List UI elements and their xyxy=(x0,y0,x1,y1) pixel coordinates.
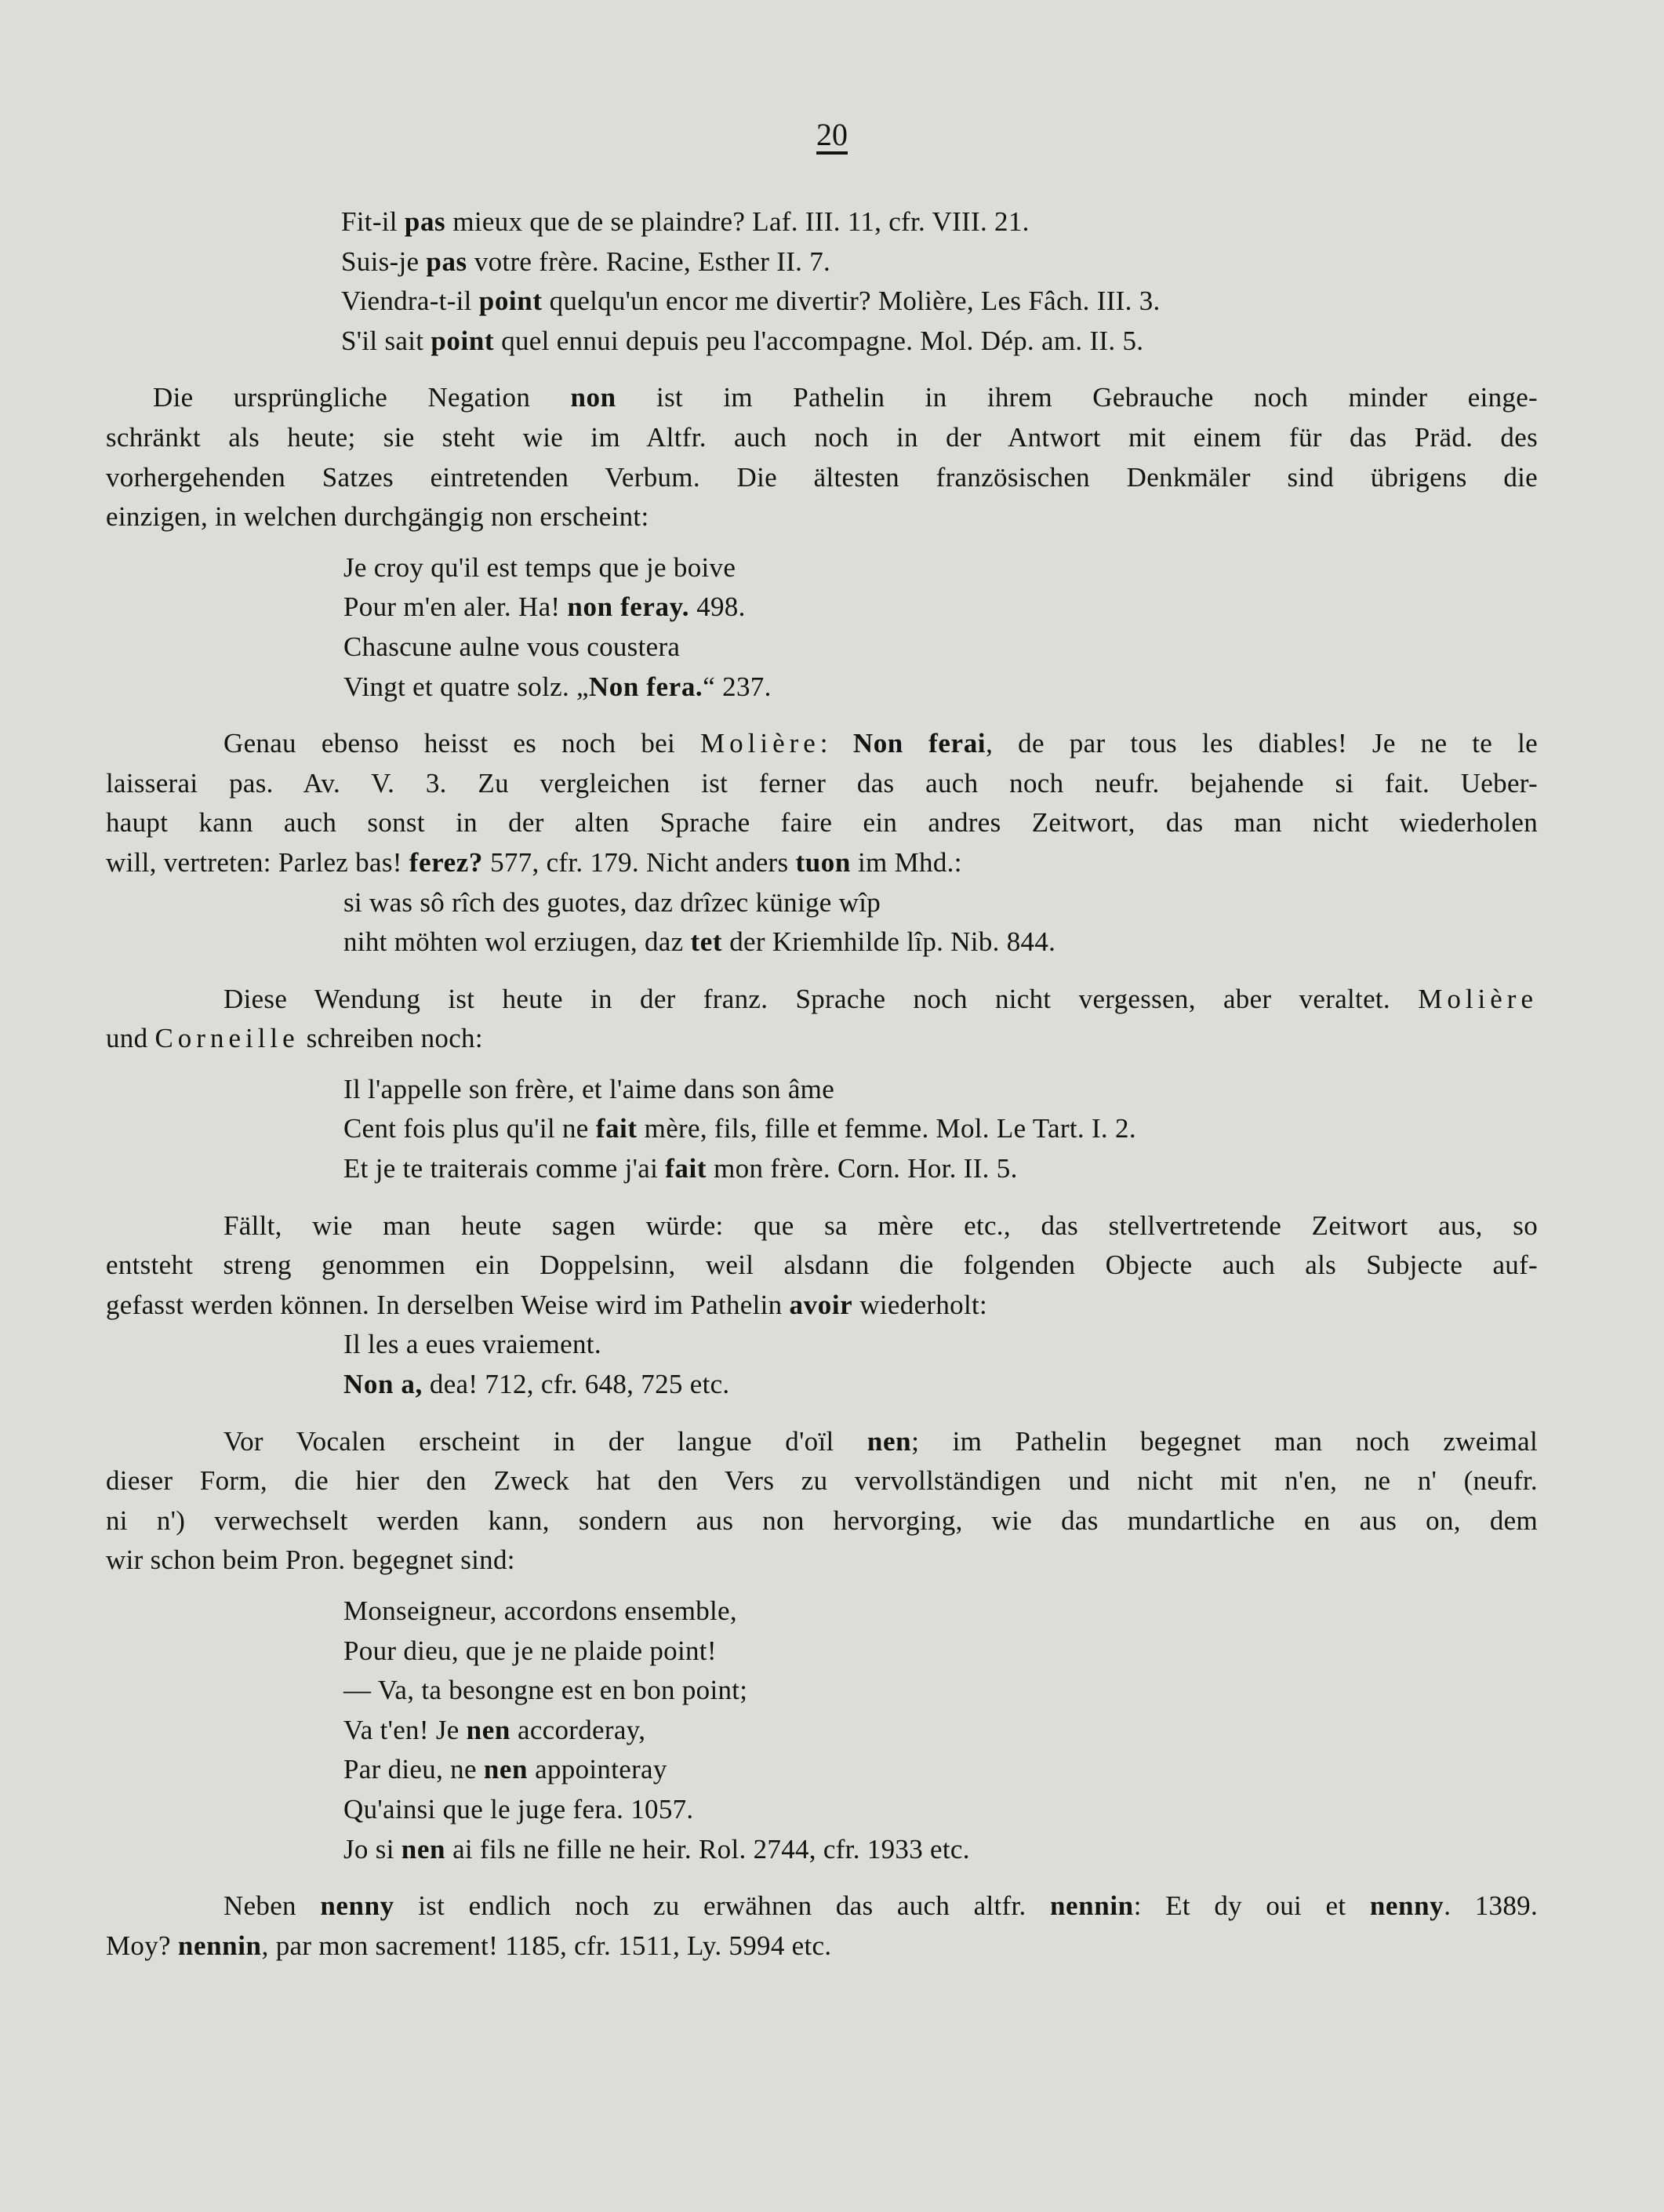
quote-line: Va t'en! Je nen accorderay, xyxy=(343,1714,646,1745)
paragraph-1 xyxy=(106,378,1538,537)
quote-block-3 xyxy=(106,883,1538,962)
quote-line: Par dieu, ne nen appointeray xyxy=(343,1754,667,1785)
quote-line: Pour dieu, que je ne plaide point! xyxy=(343,1635,717,1666)
quote-line: niht möhten wol erziugen, daz tet der Kriemhilde lîp. Nib. 844. xyxy=(343,926,1056,958)
quote-line: Qu'ainsi que le juge fera. 1057. xyxy=(343,1793,694,1825)
quote-line: si was sô rîch des guotes, daz drîzec künige wîp xyxy=(343,886,881,918)
text-line: ni n') verwechselt werden kann, sondern aus non hervorging, wie das mundartliche en aus on, dem xyxy=(106,1504,1538,1536)
quote-line: S'il sait point quel ennui depuis peu l'accompagne. Mol. Dép. am. II. 5. xyxy=(341,325,1144,356)
text-line: haupt kann auch sonst in der alten Sprache faire ein andres Zeitwort, das man nicht wiederholen xyxy=(106,807,1538,839)
text-line: Vor Vocalen erscheint in der langue d'oïl nen; im Pathelin begegnet man noch zweimal xyxy=(223,1425,1538,1457)
quote-block-4 xyxy=(106,1070,1538,1189)
text-line: Genau ebenso heisst es noch bei Molière: Non ferai, de par tous les diables! Je ne te le xyxy=(223,728,1539,759)
quote-line: Pour m'en aler. Ha! non feray. 498. xyxy=(343,591,746,623)
text-line: Diese Wendung ist heute in der franz. Sprache noch nicht vergessen, aber veraltet. Molière xyxy=(223,983,1538,1014)
quote-line: Fit-il pas mieux que de se plaindre? Laf. III. 11, cfr. VIII. 21. xyxy=(341,206,1030,237)
text-line: will, vertreten: Parlez bas! ferez? 577, cfr. 179. Nicht anders tuon im Mhd.: xyxy=(106,846,962,878)
text-line: Moy? nennin, par mon sacrement! 1185, cfr. 1511, Ly. 5994 etc. xyxy=(106,1930,832,1961)
text-line: und Corneille schreiben noch: xyxy=(106,1023,483,1054)
text-line: Die ursprüngliche Negation non ist im Pathelin in ihrem Gebrauche noch minder einge- xyxy=(153,382,1538,413)
paragraph-3 xyxy=(106,980,1538,1059)
quote-block-6 xyxy=(106,1592,1538,1869)
quote-line: Il l'appelle son frère, et l'aime dans son âme xyxy=(343,1073,835,1104)
quote-line: Vingt et quatre solz. „Non fera.“ 237. xyxy=(343,671,772,702)
quote-line: Chascune aulne vous coustera xyxy=(343,631,681,662)
quote-line: Jo si nen ai fils ne fille ne heir. Rol. 2744, cfr. 1933 etc. xyxy=(343,1833,970,1865)
quote-line: Cent fois plus qu'il ne fait mère, fils, fille et femme. Mol. Le Tart. I. 2. xyxy=(343,1113,1136,1144)
quote-line: Viendra-t-il point quelqu'un encor me divertir? Molière, Les Fâch. III. 3. xyxy=(341,286,1161,317)
quote-block-1 xyxy=(106,202,1538,361)
quote-line: — Va, ta besongne est en bon point; xyxy=(343,1675,748,1706)
text-line: Fällt, wie man heute sagen würde: que sa mère etc., das stellvertretende Zeitwort aus, so xyxy=(223,1210,1538,1241)
paragraph-4 xyxy=(106,1206,1538,1326)
text-line: wir schon beim Pron. begegnet sind: xyxy=(106,1544,515,1576)
quote-line: Suis-je pas votre frère. Racine, Esther II. 7. xyxy=(341,246,831,277)
text-line: entsteht streng genommen ein Doppelsinn, weil alsdann die folgenden Objecte auch als Subjecte auf- xyxy=(106,1250,1538,1281)
text-line: dieser Form, die hier den Zweck hat den Vers zu vervollständigen und nicht mit n'en, ne n' (neufr. xyxy=(106,1465,1538,1497)
quote-line: Monseigneur, accordons ensemble, xyxy=(343,1595,737,1626)
text-line: vorhergehenden Satzes eintretenden Verbum. Die ältesten französischen Denkmäler sind übrigens die xyxy=(106,461,1538,493)
text-line: gefasst werden können. In derselben Weise wird im Pathelin avoir wiederholt: xyxy=(106,1289,988,1320)
quote-block-2 xyxy=(106,548,1538,707)
quote-line: Je croy qu'il est temps que je boive xyxy=(343,551,736,583)
text-line: einzigen, in welchen durchgängig non erscheint: xyxy=(106,501,649,533)
quote-line: Non a, dea! 712, cfr. 648, 725 etc. xyxy=(343,1369,730,1400)
quote-line: Il les a eues vraiement. xyxy=(343,1329,601,1360)
quote-line: Et je te traiterais comme j'ai fait mon frère. Corn. Hor. II. 5. xyxy=(343,1153,1018,1184)
quote-block-5 xyxy=(106,1325,1538,1404)
paragraph-6 xyxy=(106,1886,1538,1966)
paragraph-5 xyxy=(106,1422,1538,1581)
text-line: laisserai pas. Av. V. 3. Zu vergleichen ist ferner das auch noch neufr. bejahende si fait. Ueber- xyxy=(106,767,1538,799)
page-body xyxy=(106,202,1538,1966)
text-line: Neben nenny ist endlich noch zu erwähnen das auch altfr. nennin: Et dy oui et nenny. 1389. xyxy=(223,1890,1539,1922)
text-line: schränkt als heute; sie steht wie im Altfr. auch noch in der Antwort mit einem für das Präd. des xyxy=(106,421,1538,453)
page-number: 20 xyxy=(816,117,848,152)
paragraph-2 xyxy=(106,724,1538,882)
